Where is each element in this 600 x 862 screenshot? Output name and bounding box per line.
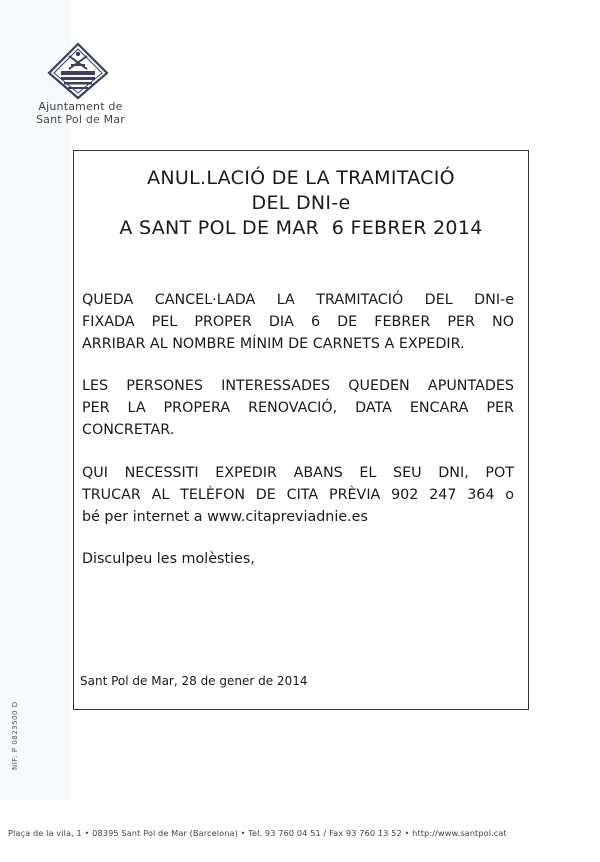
- org-name-line2: Sant Pol de Mar: [35, 113, 126, 126]
- title-line2: DEL DNI-e: [251, 192, 351, 214]
- paragraph-line: TRUCAR AL TELÈFON DE CITA PRÈVIA 902 247 364 o: [82, 487, 514, 503]
- paragraph-cancellation: [82, 289, 514, 355]
- paragraph-line: LES PERSONES INTERESSADES QUEDEN APUNTADES: [82, 378, 514, 394]
- paragraph-line: QUEDA CANCEL·LADA LA TRAMITACIÓ DEL DNI-e: [82, 292, 514, 308]
- municipal-coat-of-arms-icon: [47, 42, 109, 100]
- footer-address: Plaça de la vila, 1 • 08395 Sant Pol de Mar (Barcelona) • Tel. 93 760 04 51 / Fax 93 760 13 52 • http://www.santpol.cat: [8, 828, 507, 838]
- paragraph-apology: [82, 548, 514, 570]
- org-name-line1: Ajuntament de: [38, 100, 123, 113]
- organization-name: [28, 100, 133, 126]
- paragraph-line: bé per internet a www.citapreviadnie.es: [82, 509, 368, 525]
- notice-title: [73, 166, 529, 241]
- paragraph-interested-persons: [82, 375, 514, 441]
- paragraph-line: FIXADA PEL PROPER DIA 6 DE FEBRER PER NO: [82, 314, 514, 330]
- paragraph-line: Disculpeu les molèsties,: [82, 551, 255, 567]
- title-line1: ANUL.LACIÓ DE LA TRAMITACIÓ: [147, 167, 455, 189]
- date-line: Sant Pol de Mar, 28 de gener de 2014: [80, 674, 308, 688]
- paragraph-line: CONCRETAR.: [82, 422, 175, 438]
- side-nif-text: NIF: P 0823500 D: [11, 701, 19, 770]
- title-line3: A SANT POL DE MAR 6 FEBRER 2014: [119, 217, 483, 239]
- paragraph-contact: [82, 462, 514, 528]
- paragraph-line: PER LA PROPERA RENOVACIÓ, DATA ENCARA PER: [82, 400, 514, 416]
- paragraph-line: QUI NECESSITI EXPEDIR ABANS EL SEU DNI, POT: [82, 465, 514, 481]
- paragraph-line: ARRIBAR AL NOMBRE MÍNIM DE CARNETS A EXPEDIR.: [82, 336, 465, 352]
